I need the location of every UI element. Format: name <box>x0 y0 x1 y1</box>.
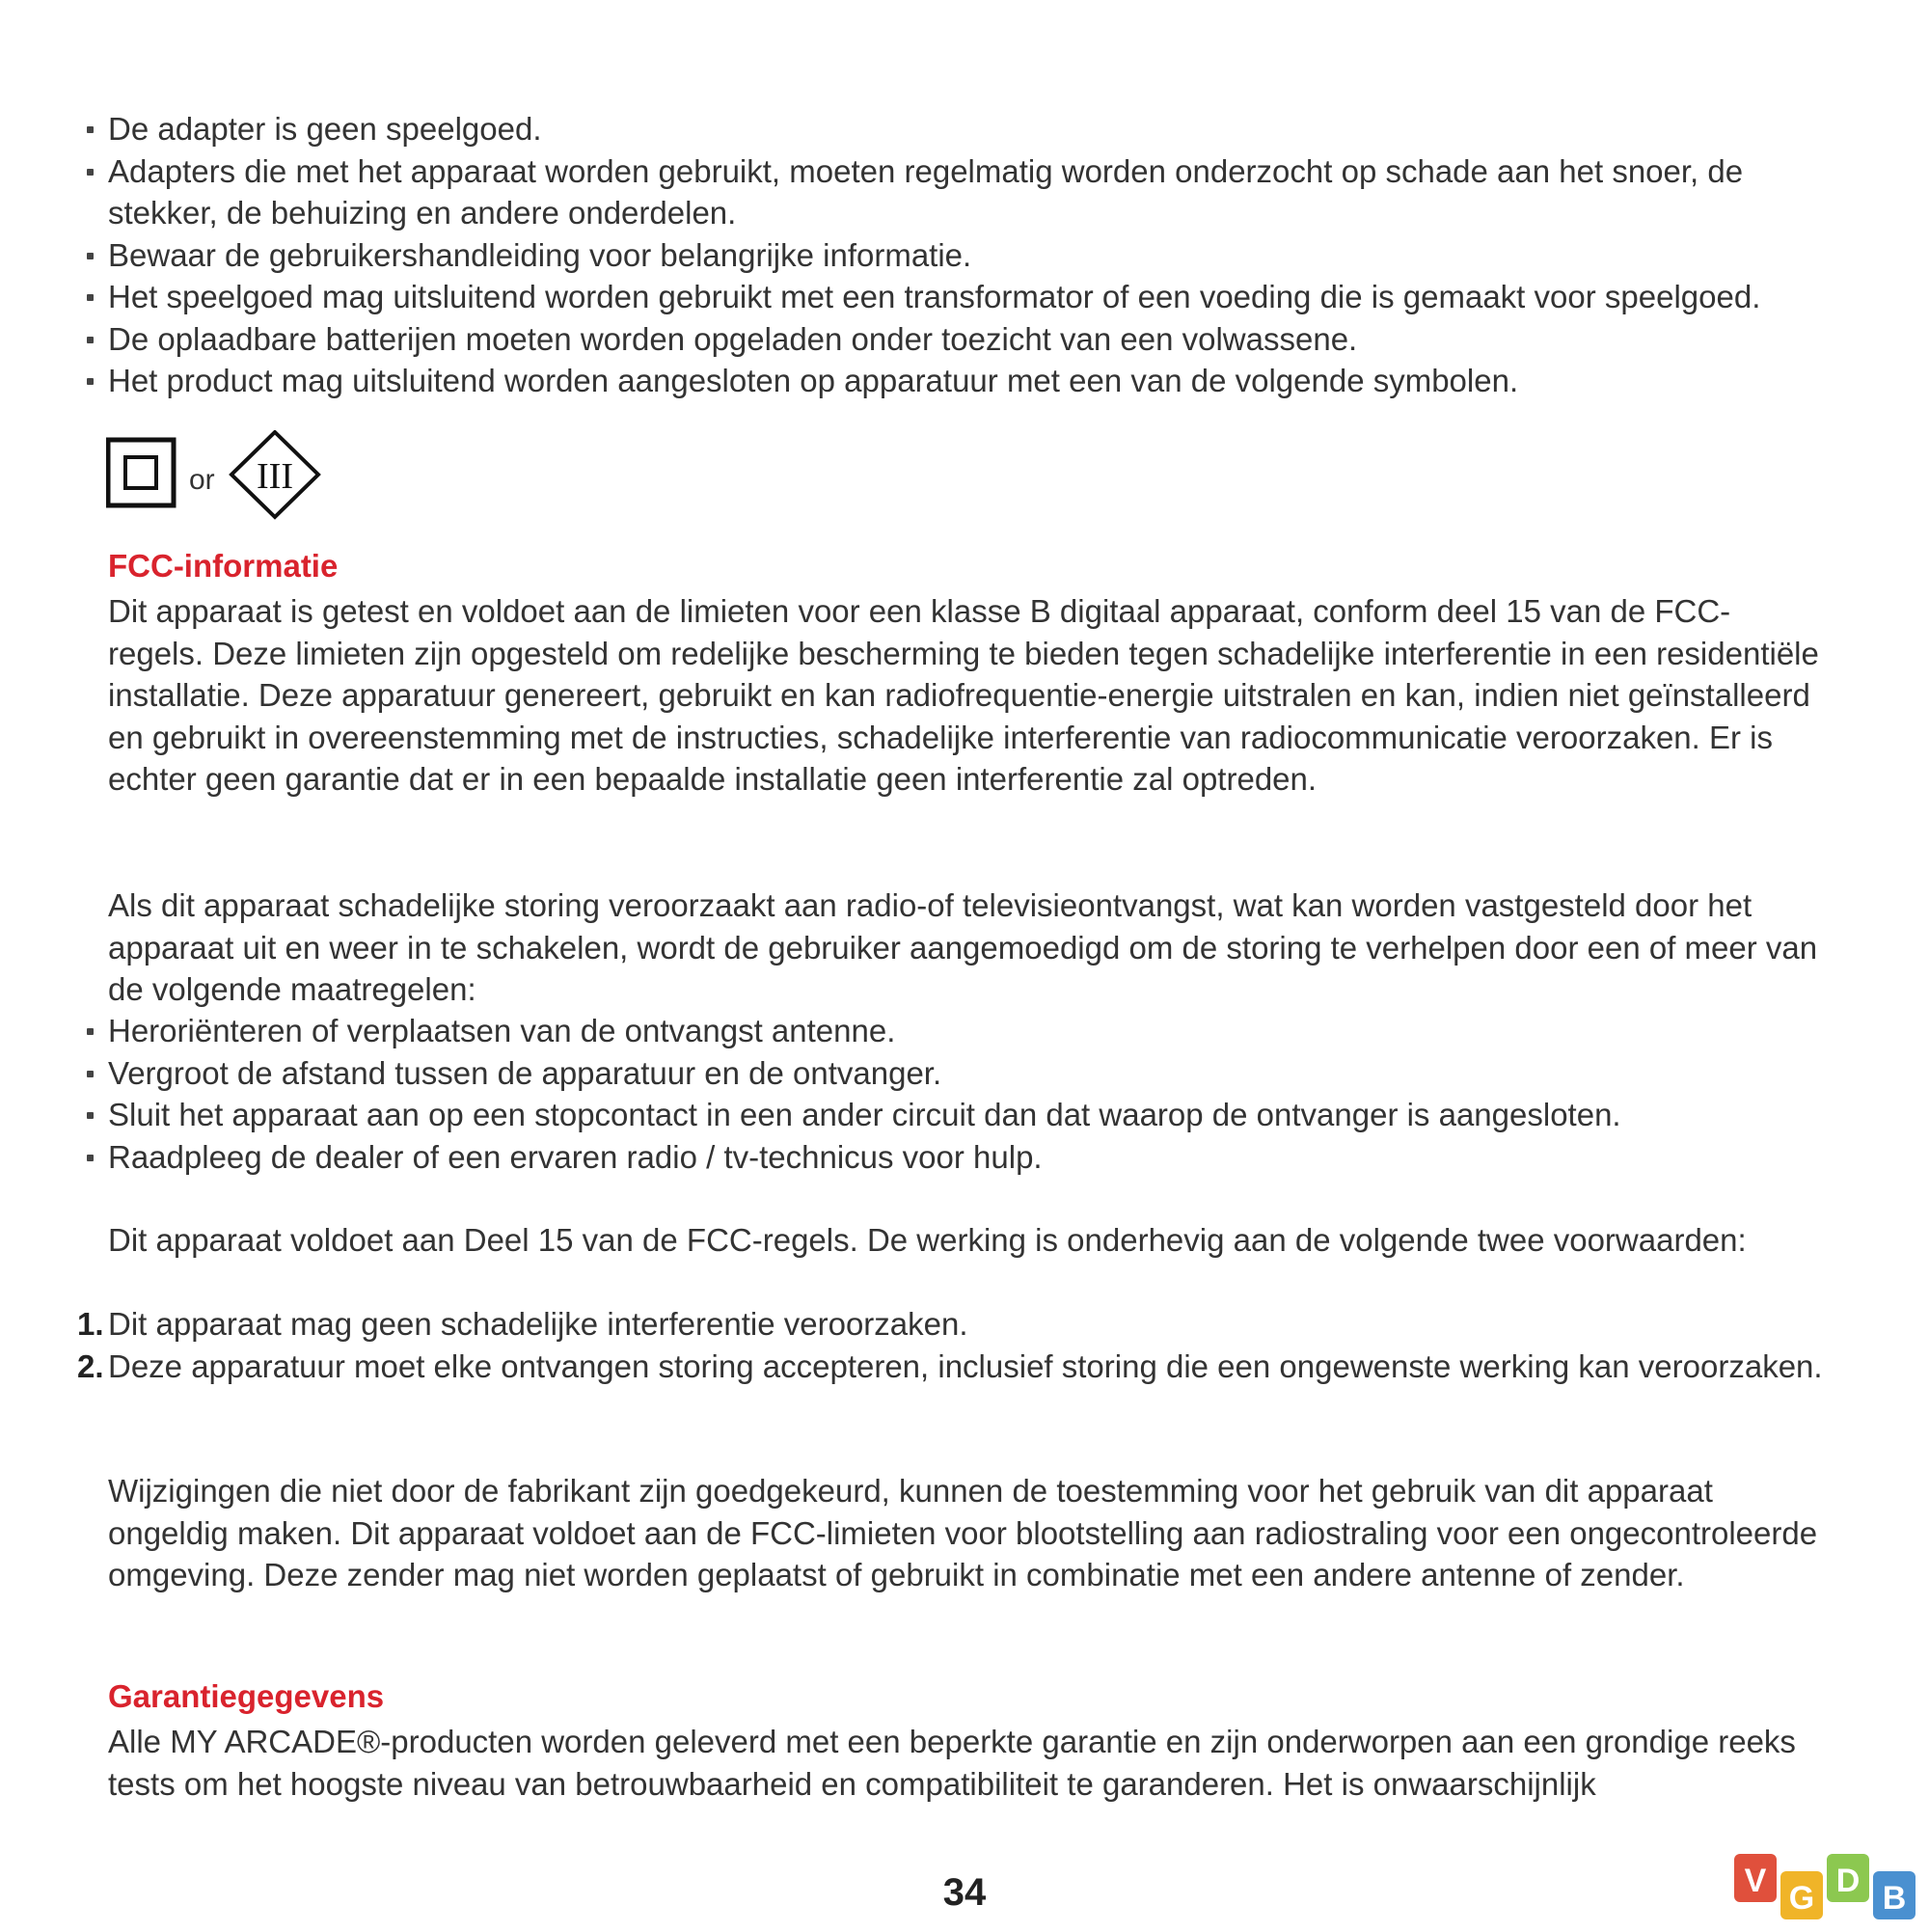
list-number: 1. <box>77 1306 104 1342</box>
logo-letter: G <box>1788 1880 1815 1917</box>
fcc-paragraph-1: Dit apparaat is getest en voldoet aan de limieten voor een klasse B digitaal apparaat, conform deel 15 van de FCC-regels. Deze limieten zijn opgesteld om redelijke bescherming te bieden tegen schadelijke interferentie in een residentiële installatie. Deze apparatuur genereert, gebruikt en kan radiofrequentie-energie uitstralen en kan, indien niet geïnstalleerd en gebruikt in overeenstemming met de instructies, schadelijke interferentie van radiocommunicatie veroorzaken. Er is echter geen garantie dat er in een bepaalde installatie geen interferentie zal optreden. <box>108 593 1819 797</box>
list-item: Het speelgoed mag uitsluitend worden gebruikt met een transformator of een voeding die is gemaakt voor speelgoed. <box>85 276 1840 318</box>
vgdb-logo-icon <box>1732 1850 1925 1927</box>
fcc-conditions-list <box>77 1303 1842 1387</box>
list-item: De adapter is geen speelgoed. <box>85 108 1840 150</box>
fcc-paragraph-2: Als dit apparaat schadelijke storing veroorzaakt aan radio-of televisieontvangst, wat kan worden vastgesteld door het apparaat uit en weer in te schakelen, wordt de gebruiker aangemoedigd om de storing te verhelpen door een of meer van de volgende maatregelen: <box>108 887 1818 1007</box>
logo-letter: V <box>1744 1863 1767 1899</box>
list-item: Raadpleeg de dealer of een ervaren radio / tv-technicus voor hulp. <box>85 1136 1840 1179</box>
fcc-measures-list <box>85 1010 1840 1178</box>
condition-text: Dit apparaat mag geen schadelijke interferentie veroorzaken. <box>108 1306 968 1342</box>
list-item: Het product mag uitsluitend worden aangesloten op apparatuur met een van de volgende symbolen. <box>85 360 1840 402</box>
warranty-heading: Garantiegegevens <box>108 1678 385 1714</box>
vgdb-watermark-logo <box>1732 1850 1925 1927</box>
list-item <box>77 1303 1842 1346</box>
list-item: Vergroot de afstand tussen de apparatuur en de ontvanger. <box>85 1052 1840 1095</box>
list-number: 2. <box>77 1347 104 1384</box>
list-item: Sluit het apparaat aan op een stopcontact in een ander circuit dan dat waarop de ontvanger is aangesloten. <box>85 1094 1840 1136</box>
fcc-heading: FCC-informatie <box>108 548 339 584</box>
class-ii-symbol-icon <box>106 430 328 527</box>
list-item <box>77 1346 1842 1388</box>
warranty-paragraph: Alle MY ARCADE®-producten worden geleverd met een beperkte garantie en zijn onderworpen aan een grondige reeks tests om het hoogste niveau van betrouwbaarheid en compatibiliteit te garanderen. Het is onwaarschijnlijk <box>108 1724 1796 1802</box>
fcc-paragraph-3: Dit apparaat voldoet aan Deel 15 van de FCC-regels. De werking is onderhevig aan de volgende twee voorwaarden: <box>108 1222 1747 1258</box>
list-item: Heroriënteren of verplaatsen van de ontvangst antenne. <box>85 1010 1840 1052</box>
logo-letter: D <box>1835 1863 1861 1899</box>
class-iii-symbol-icon: III <box>257 456 293 497</box>
list-item: Adapters die met het apparaat worden gebruikt, moeten regelmatig worden onderzocht op schade aan het snoer, de stekker, de behuizing en andere onderdelen. <box>85 150 1840 234</box>
list-item: Bewaar de gebruikershandleiding voor belangrijke informatie. <box>85 234 1840 277</box>
list-item: De oplaadbare batterijen moeten worden opgeladen onder toezicht van een volwassene. <box>85 318 1840 361</box>
safety-bullet-list <box>85 108 1840 402</box>
fcc-paragraph-4: Wijzigingen die niet door de fabrikant zijn goedgekeurd, kunnen de toestemming voor het gebruik van dit apparaat ongeldig maken. Dit apparaat voldoet aan de FCC-limieten voor blootstelling aan radiostraling voor een ongecontroleerde omgeving. Deze zender mag niet worden geplaatst of gebruikt in combinatie met een andere antenne of zender. <box>108 1473 1818 1592</box>
condition-text: Deze apparatuur moet elke ontvangen storing accepteren, inclusief storing die een ongewenste werking kan veroorzaken. <box>108 1347 1823 1384</box>
page-number: 34 <box>942 1871 987 1914</box>
logo-letter: B <box>1882 1880 1907 1917</box>
electrical-symbols <box>106 430 328 527</box>
symbol-or-label: or <box>189 464 215 496</box>
